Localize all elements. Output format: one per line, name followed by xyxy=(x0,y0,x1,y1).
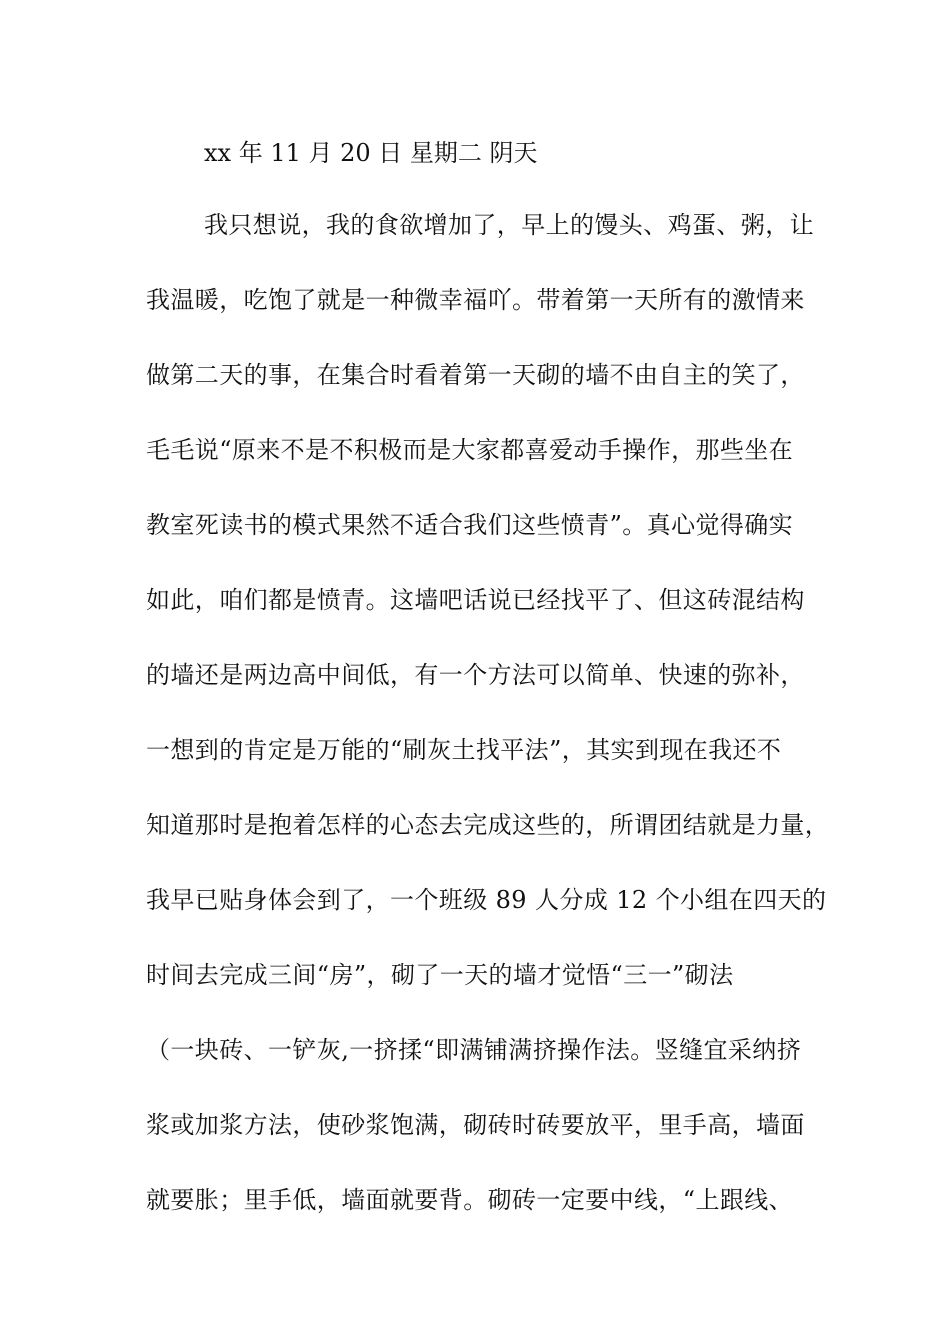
text-line: 毛毛说“原来不是不积极而是大家都喜爱动手操作，那些坐在 xyxy=(146,436,794,464)
text-line: 的墙还是两边高中间低，有一个方法可以简单、快速的弥补， xyxy=(146,661,805,689)
diary-date-line: xx 年 11 月 20 日 星期二 阴天 xyxy=(204,139,538,167)
text-line: 如此，咱们都是愤青。这墙吧话说已经找平了、但这砖混结构 xyxy=(146,586,805,614)
text-line: （一块砖、一铲灰,一挤揉“即满铺满挤操作法。竖缝宜采纳挤 xyxy=(146,1036,802,1064)
text-line: 教室死读书的模式果然不适合我们这些愤青”。真心觉得确实 xyxy=(146,511,794,539)
text-line: 我早已贴身体会到了，一个班级 89 人分成 12 个小组在四天的 xyxy=(146,886,827,914)
text-line: 一想到的肯定是万能的“刷灰土找平法”，其实到现在我还不 xyxy=(146,736,782,764)
text-line: 时间去完成三间“房”，砌了一天的墙才觉悟“三一”砌法 xyxy=(146,961,734,989)
text-line: 我温暖，吃饱了就是一种微幸福吖。带着第一天所有的激情来 xyxy=(146,286,805,314)
text-line: 浆或加浆方法，使砂浆饱满，砌砖时砖要放平，里手高，墙面 xyxy=(146,1111,805,1139)
text-line: 我只想说，我的食欲增加了，早上的馒头、鸡蛋、粥，让 xyxy=(204,211,814,239)
text-line: 就要胀；里手低，墙面就要背。砌砖一定要中线，“上跟线、 xyxy=(146,1186,794,1214)
diary-body-text xyxy=(146,208,836,1258)
text-line: 做第二天的事，在集合时看着第一天砌的墙不由自主的笑了， xyxy=(146,361,805,389)
text-line: 知道那时是抱着怎样的心态去完成这些的，所谓团结就是力量， xyxy=(146,811,830,839)
